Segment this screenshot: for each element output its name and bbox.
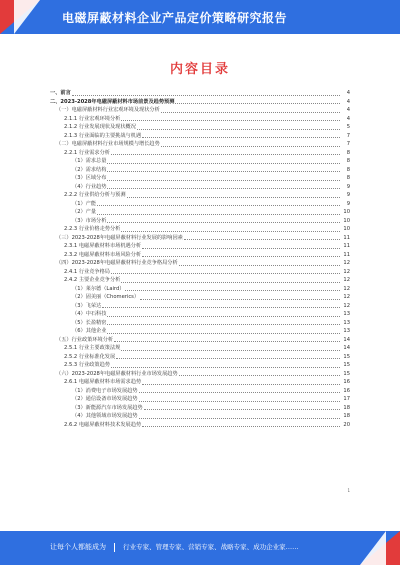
toc-entry[interactable] (50, 360, 350, 369)
toc-leader-dots (144, 408, 340, 410)
toc-entry-page: 10 (343, 217, 350, 224)
toc-entry[interactable] (50, 122, 350, 131)
toc-leader-dots (142, 383, 340, 385)
toc-leader-dots (72, 94, 340, 96)
toc-leader-dots (139, 400, 340, 402)
toc-entry[interactable] (50, 326, 350, 335)
toc-entry-label: 2.2.2 行业供给分析与预测 (64, 192, 126, 199)
toc-entry[interactable] (50, 114, 350, 123)
footer-white-accent (360, 531, 386, 565)
toc-entry-page: 8 (346, 166, 350, 173)
toc-entry-label: 2.1.1 行业宏观环境分析 (64, 115, 121, 122)
table-of-contents (50, 88, 350, 428)
toc-entry-page: 15 (343, 362, 350, 369)
toc-entry[interactable] (50, 411, 350, 420)
toc-entry-page: 4 (346, 115, 350, 122)
toc-entry[interactable] (50, 199, 350, 208)
toc-entry[interactable] (50, 88, 350, 97)
toc-entry[interactable] (50, 420, 350, 429)
toc-entry-page: 9 (346, 192, 350, 199)
toc-entry[interactable] (50, 394, 350, 403)
toc-entry[interactable] (50, 335, 350, 344)
toc-leader-dots (142, 255, 340, 257)
toc-entry[interactable] (50, 258, 350, 267)
toc-entry-label: （三）2023-2028年电磁屏蔽材料行业发展的影响因素 (56, 234, 183, 241)
toc-entry-page: 8 (346, 175, 350, 182)
toc-entry[interactable] (50, 224, 350, 233)
toc-leader-dots (114, 340, 340, 342)
toc-entry-page: 11 (343, 234, 350, 241)
toc-leader-dots (107, 323, 340, 325)
toc-entry[interactable] (50, 292, 350, 301)
toc-entry-page: 7 (346, 132, 350, 139)
toc-entry[interactable] (50, 165, 350, 174)
toc-entry-label: 2.1.2 行业发展现状及现状概况 (64, 124, 136, 131)
toc-entry[interactable] (50, 309, 350, 318)
toc-entry-page: 4 (346, 98, 350, 105)
toc-entry-label: （4）行业趋势 (72, 183, 107, 190)
toc-entry-page: 11 (343, 243, 350, 250)
toc-leader-dots (179, 374, 340, 376)
toc-entry[interactable] (50, 241, 350, 250)
toc-entry-label: 2.2.1 行业需求分析 (64, 149, 110, 156)
toc-entry-page: 5 (346, 124, 350, 131)
toc-entry-label: 2.4.1 行业竞争格局 (64, 268, 110, 275)
toc-entry[interactable] (50, 301, 350, 310)
toc-entry-label: （5）长盈精密 (72, 319, 107, 326)
toc-entry-label: 一、前言 (50, 90, 71, 97)
toc-entry-label: 2.5.3 行业政策趋势 (64, 362, 110, 369)
toc-entry-page: 12 (343, 294, 350, 301)
toc-entry[interactable] (50, 267, 350, 276)
toc-entry-label: 2.3.1 电磁屏蔽材料市场机遇分析 (64, 243, 142, 250)
toc-entry-label: （2）固美丽（Chomerics） (72, 294, 140, 301)
toc-leader-dots (179, 264, 340, 266)
page-number: 1 (347, 488, 350, 493)
toc-entry-page: 12 (343, 260, 350, 267)
page-header (0, 0, 400, 34)
toc-leader-dots (107, 170, 340, 172)
toc-entry[interactable] (50, 190, 350, 199)
header-white-accent (14, 0, 40, 34)
toc-leader-dots (111, 153, 340, 155)
toc-leader-dots (111, 272, 340, 274)
toc-entry-page: 13 (343, 311, 350, 318)
toc-entry-page: 8 (346, 149, 350, 156)
toc-entry-label: （二）电磁屏蔽材料行业市场规模与增长趋势 (56, 141, 160, 148)
toc-leader-dots (121, 281, 340, 283)
toc-entry[interactable] (50, 386, 350, 395)
toc-leader-dots (107, 187, 340, 189)
toc-entry[interactable] (50, 343, 350, 352)
toc-entry[interactable] (50, 284, 350, 293)
footer-divider (114, 543, 115, 552)
toc-entry-label: （六）2023-2028年电磁屏蔽材料行业市场发展趋势 (56, 370, 178, 377)
toc-entry[interactable] (50, 148, 350, 157)
toc-entry-label: （3）新能源汽车市场发展趋势 (72, 404, 143, 411)
toc-entry-page: 13 (343, 328, 350, 335)
toc-leader-dots (111, 366, 340, 368)
toc-entry[interactable] (50, 156, 350, 165)
toc-entry-label: （3）飞荣达 (72, 302, 102, 309)
toc-entry[interactable] (50, 182, 350, 191)
toc-entry-page: 4 (346, 107, 350, 114)
toc-leader-dots (107, 162, 340, 164)
toc-entry-page: 7 (346, 141, 350, 148)
toc-entry-label: （1）产能 (72, 200, 97, 207)
toc-leader-dots (137, 128, 340, 130)
toc-leader-dots (139, 391, 340, 393)
toc-heading: 内容目录 (169, 62, 230, 77)
toc-leader-dots (121, 119, 340, 121)
toc-entry[interactable] (50, 173, 350, 182)
toc-entry-page: 17 (343, 396, 350, 403)
toc-entry-label: （一）电磁屏蔽材料行业宏观环境及现状分析 (56, 107, 160, 114)
toc-entry[interactable] (50, 318, 350, 327)
toc-entry-page: 20 (343, 421, 350, 428)
toc-entry[interactable] (50, 403, 350, 412)
toc-leader-dots (140, 298, 340, 300)
page-footer (0, 531, 400, 565)
toc-entry-page: 12 (343, 268, 350, 275)
toc-entry-label: 2.5.1 行业主要政策法规 (64, 345, 121, 352)
toc-entry-page: 15 (343, 370, 350, 377)
toc-entry-label: 2.6.2 电磁屏蔽材料技术发展趋势 (64, 421, 142, 428)
toc-entry[interactable] (50, 275, 350, 284)
toc-entry-label: （1）消费电子市场发展趋势 (72, 387, 138, 394)
toc-leader-dots (97, 204, 340, 206)
toc-entry[interactable] (50, 207, 350, 216)
toc-entry-label: （3）区域分布 (72, 175, 107, 182)
toc-entry[interactable] (50, 131, 350, 140)
toc-leader-dots (184, 238, 340, 240)
toc-entry-label: 2.5.2 行业标准化发展 (64, 353, 116, 360)
toc-leader-dots (116, 357, 340, 359)
toc-entry[interactable] (50, 233, 350, 242)
toc-entry-page: 4 (346, 90, 350, 97)
footer-slogan (50, 542, 299, 552)
report-title: 电磁屏蔽材料企业产品定价策略研究报告 (62, 11, 288, 25)
toc-entry-label: （2）需求结构 (72, 166, 107, 173)
toc-leader-dots (107, 332, 340, 334)
footer-roles: 行业专家、管理专家、营销专家、战略专家、成功企业家…… (123, 543, 299, 551)
toc-leader-dots (125, 289, 340, 291)
toc-entry-label: （2）通信设备市场发展趋势 (72, 396, 138, 403)
toc-entry-label: （1）需求总量 (72, 158, 107, 165)
toc-entry[interactable] (50, 377, 350, 386)
toc-entry-label: （2）产量 (72, 209, 97, 216)
toc-entry-label: 2.3.2 电磁屏蔽材料市场风险分析 (64, 251, 142, 258)
toc-entry-label: （五）行业政策环境分析 (56, 336, 114, 343)
toc-entry-page: 14 (343, 345, 350, 352)
toc-entry-page: 14 (343, 336, 350, 343)
toc-entry-label: （3）市场分析 (72, 217, 107, 224)
toc-entry-page: 10 (343, 209, 350, 216)
toc-entry-label: 2.1.3 行业面临的主要挑战与机遇 (64, 132, 142, 139)
toc-entry-label: （4）中石科技 (72, 311, 107, 318)
toc-entry-page: 10 (343, 226, 350, 233)
toc-entry-label: （1）莱尔德（Laird） (72, 285, 125, 292)
toc-entry[interactable] (50, 105, 350, 114)
toc-entry-page: 15 (343, 353, 350, 360)
toc-entry-page: 13 (343, 319, 350, 326)
toc-leader-dots (102, 306, 340, 308)
toc-entry-label: （6）其他企业 (72, 328, 107, 335)
toc-entry-page: 12 (343, 285, 350, 292)
toc-leader-dots (121, 349, 340, 351)
toc-entry[interactable] (50, 216, 350, 225)
toc-leader-dots (139, 417, 340, 419)
toc-leader-dots (142, 136, 340, 138)
toc-entry[interactable] (50, 352, 350, 361)
toc-leader-dots (107, 179, 340, 181)
toc-entry-page: 18 (343, 413, 350, 420)
toc-entry-label: 2.6.1 电磁屏蔽材料市场需求趋势 (64, 379, 142, 386)
toc-entry-page: 9 (346, 183, 350, 190)
toc-entry-page: 16 (343, 379, 350, 386)
toc-entry-label: （四）2023-2028年电磁屏蔽材料行业竞争格局分析 (56, 260, 178, 267)
toc-entry-page: 12 (343, 277, 350, 284)
toc-leader-dots (142, 425, 340, 427)
toc-leader-dots (121, 230, 340, 232)
toc-entry-label: 2.2.3 行业价格走势分析 (64, 226, 121, 233)
toc-entry-page: 11 (343, 251, 350, 258)
toc-entry-label: 二、2023-2028年电磁屏蔽材料市场前景及趋势预测 (50, 98, 175, 105)
toc-leader-dots (142, 247, 340, 249)
toc-entry-page: 9 (346, 200, 350, 207)
toc-leader-dots (107, 315, 340, 317)
toc-leader-dots (161, 111, 340, 113)
toc-entry[interactable] (50, 369, 350, 378)
toc-leader-dots (175, 102, 340, 104)
toc-entry-page: 8 (346, 158, 350, 165)
toc-entry[interactable] (50, 250, 350, 259)
toc-entry-page: 16 (343, 387, 350, 394)
footer-slogan-text: 让每个人都能成为 (50, 543, 106, 551)
toc-entry[interactable] (50, 139, 350, 148)
toc-leader-dots (107, 221, 340, 223)
toc-entry[interactable] (50, 97, 350, 106)
toc-entry-page: 18 (343, 404, 350, 411)
toc-entry-label: 2.4.2 主要企业竞争分析 (64, 277, 121, 284)
toc-leader-dots (97, 213, 340, 215)
toc-entry-page: 12 (343, 302, 350, 309)
toc-entry-label: （4）其他领域市场发展趋势 (72, 413, 138, 420)
toc-leader-dots (127, 196, 340, 198)
toc-leader-dots (161, 145, 340, 147)
